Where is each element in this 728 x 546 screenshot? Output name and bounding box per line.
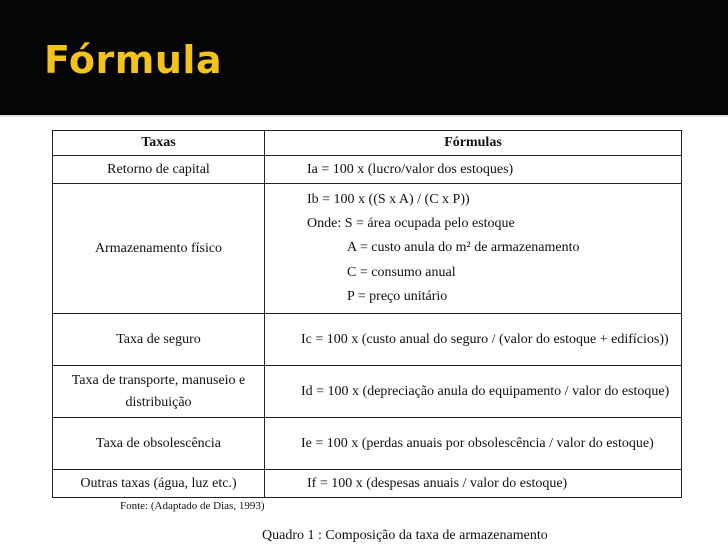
formula-cell (265, 184, 682, 314)
table-caption: Quadro 1 : Composição da taxa de armazenamento (262, 528, 548, 543)
formula-line: Ib = 100 x ((S x A) / (C x P)) (307, 192, 470, 208)
header-formulas: Fórmulas (265, 131, 682, 156)
formula-line: A = custo anula do m² de armazenamento (347, 240, 580, 256)
table-row (53, 366, 682, 418)
formula-cell (265, 418, 682, 470)
table-row (53, 470, 682, 498)
taxa-cell: Taxa de seguro (53, 314, 265, 366)
source-note: Fonte: (Adaptado de Dias, 1993) (120, 500, 265, 512)
taxa-cell: Retorno de capital (53, 156, 265, 184)
taxa-cell: Armazenamento físico (53, 184, 265, 314)
table-header-row (53, 131, 682, 156)
formula-text: Ic = 100 x (custo anual do seguro / (valor do estoque + edifícios)) (301, 331, 669, 347)
header-taxas: Taxas (53, 131, 265, 156)
formula-text: Ie = 100 x (perdas anuais por obsolescência / valor do estoque) (301, 435, 654, 451)
table-row (53, 418, 682, 470)
formula-line: C = consumo anual (347, 264, 456, 280)
slide-header (0, 0, 728, 115)
taxa-cell: Taxa de transporte, manuseio e distribuição (53, 366, 265, 418)
formula-line: P = preço unitário (347, 288, 448, 304)
table-row (53, 156, 682, 184)
taxa-cell: Outras taxas (água, luz etc.) (53, 470, 265, 498)
formula-cell (265, 156, 682, 184)
formula-cell (265, 314, 682, 366)
storage-rate-table (52, 130, 682, 498)
header-divider (0, 115, 728, 117)
formula-text: Id = 100 x (depreciação anula do equipamento / valor do estoque) (301, 383, 670, 399)
formula-line: Ia = 100 x (lucro/valor dos estoques) (307, 161, 514, 177)
table-row (53, 184, 682, 314)
table-row (53, 314, 682, 366)
slide-title: Fórmula (44, 38, 223, 82)
formula-cell (265, 470, 682, 498)
taxa-cell: Taxa de obsolescência (53, 418, 265, 470)
formula-line: Onde: S = área ocupada pelo estoque (307, 216, 515, 232)
formula-text: If = 100 x (despesas anuais / valor do estoque) (307, 475, 568, 491)
formula-cell (265, 366, 682, 418)
